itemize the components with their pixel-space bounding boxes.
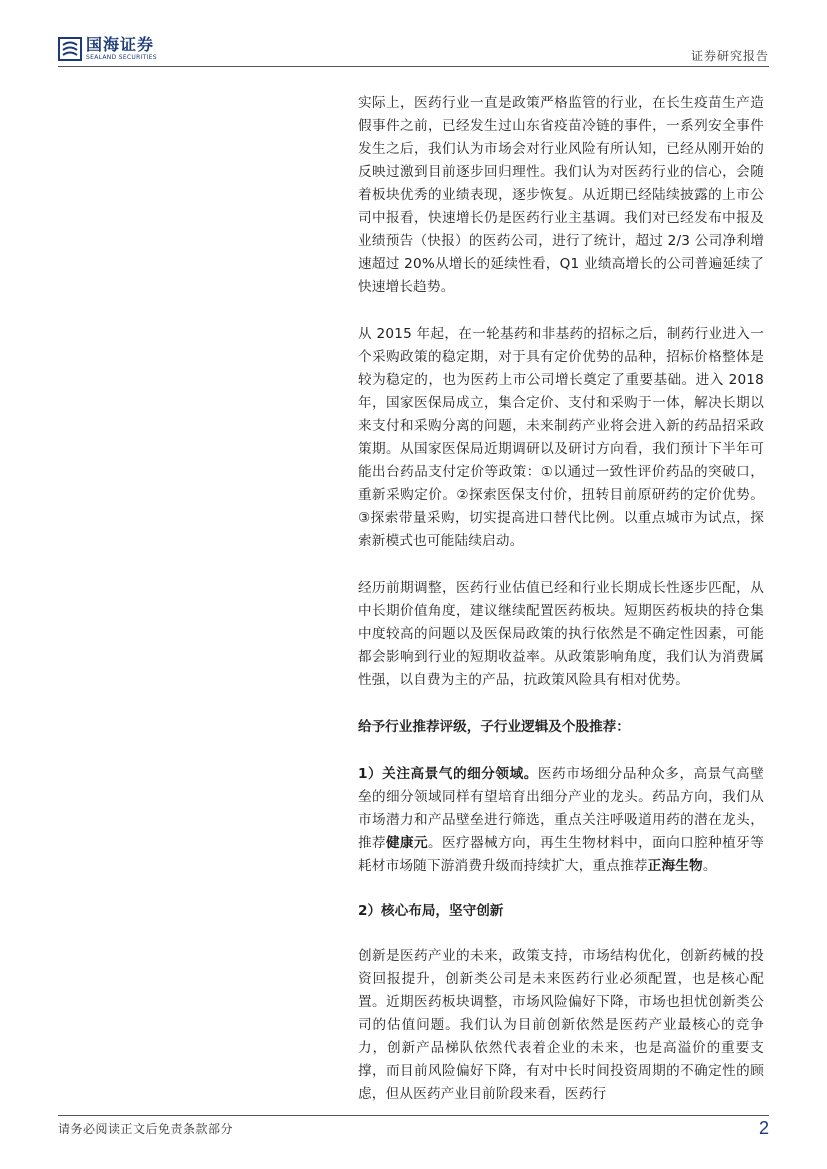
stock-recommendation-2: 正海生物 xyxy=(647,858,703,874)
page-number: 2 xyxy=(758,1118,769,1138)
footer-divider xyxy=(58,1115,769,1116)
subsection-text-1c: 。 xyxy=(702,858,717,874)
subsection-text-1a: 医药市场细分品种众多，高景气高壁垒的细分领域同样有望培育出细分产业的龙头。药品方向，我们从市场潜力和产品壁垒进行筛选，重点关注呼吸道用药的潜在龙头，推荐 xyxy=(358,766,765,851)
subsection-text-1b: 。医疗器械方向，再生生物材料中，面向口腔种植牙等耗材市场随下游消费升级而持续扩大，重点推荐 xyxy=(358,835,764,874)
sealand-logo-icon xyxy=(58,37,82,61)
paragraph-high-growth-segments xyxy=(358,763,764,878)
logo-english-name: SEALAND SECURITIES xyxy=(86,54,157,61)
logo-chinese-name: 国海证券 xyxy=(86,35,155,54)
paragraph-industry-regulation: 实际上，医药行业一直是政策严格监管的行业，在长生疫苗生产造假事件之前，已经发生过山东省疫苗冷链的事件，一系列安全事件发生之后，我们认为市场会对行业风险有所认知，已经从刚开始的反映过激到目前逐步回归理性。我们认为对医药行业的信心，会随着板块优秀的业绩表现，逐步恢复。从近期已经陆续披露的上市公司中报看，快速增长仍是医药行业主基调。我们对已经发布中报及业绩预告（快报）的医药公司，进行了统计，超过 2/3 公司净利增速超过 20%从增长的延续性看，Q1 业绩高增长的公司普遍延续了快速增长趋势。 xyxy=(358,95,764,295)
page-header xyxy=(0,0,827,70)
main-content xyxy=(358,92,764,1106)
stock-recommendation-1: 健康元 xyxy=(386,835,429,851)
paragraph-innovation: 创新是医药产业的未来，政策支持，市场结构优化，创新药械的投资回报提升，创新类公司是未来医药行业必须配置，也是核心配置。近期医药板块调整，市场风险偏好下降，市场也担忧创新类公司的估值问题。我们认为目前创新依然是医药产业最核心的竞争力，创新产品梯队依然代表着企业的未来，也是高溢价的重要支撑，而目前风险偏好下降，有对中长时间投资周期的不确定性的顾虑，但从医药产业目前阶段来看，医药行 xyxy=(358,948,764,1102)
report-type-label: 证券研究报告 xyxy=(690,49,769,63)
footer-disclaimer: 请务必阅读正文后免责条款部分 xyxy=(58,1122,234,1136)
paragraph-valuation: 经历前期调整，医药行业估值已经和行业长期成长性逐步匹配，从中长期价值角度，建议继续配置医药板块。短期医药板块的持仓集中度较高的问题以及医保局政策的执行依然是不确定性因素，可能都会影响到行业的短期收益率。从政策影响角度，我们认为消费属性强，以自费为主的产品，抗政策风险具有相对优势。 xyxy=(358,580,764,688)
subsection-title-2: 2）核心布局，坚守创新 xyxy=(358,903,504,919)
section-heading-rating: 给予行业推荐评级，子行业逻辑及个股推荐： xyxy=(358,719,630,735)
header-divider xyxy=(58,66,769,67)
subsection-title-1: 1）关注高景气的细分领域。 xyxy=(358,766,538,782)
company-logo xyxy=(58,37,157,61)
paragraph-procurement-policy: 从 2015 年起，在一轮基药和非基药的招标之后，制药行业进入一个采购政策的稳定期，对于具有定价优势的品种，招标价格整体是较为稳定的，也为医药上市公司增长奠定了重要基础。进入 2018 年，国家医保局成立，集合定价、支付和采购于一体，解决长期以来支付和采购分离的问题，未来制药产业将会进入新的药品招采政策期。从国家医保局近期调研以及研讨方向看，我们预计下半年可能出台药品支付定价等政策：①以通过一致性评价药品的突破口，重新采购定价。②探索医保支付价，扭转目前原研药的定价优势。③探索带量采购，切实提高进口替代比例。以重点城市为试点，探索新模式也可能陆续启动。 xyxy=(358,326,764,549)
